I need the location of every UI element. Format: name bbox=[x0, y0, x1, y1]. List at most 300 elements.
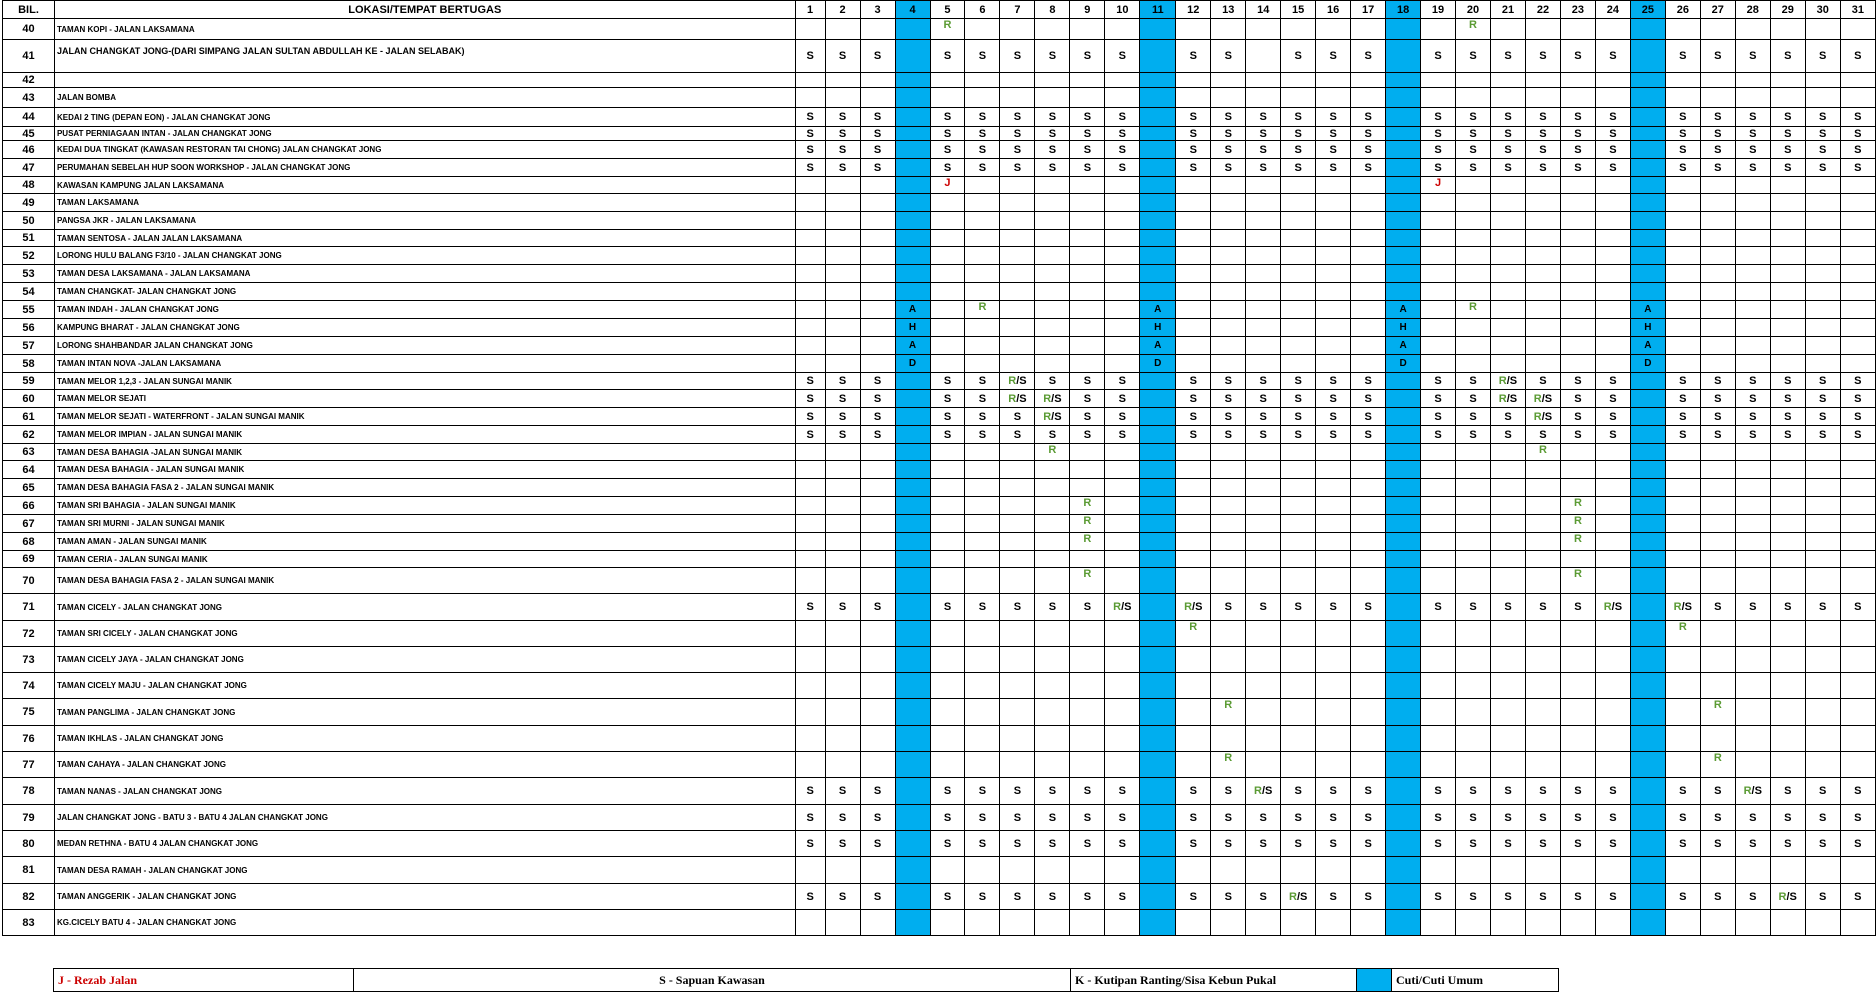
day-cell bbox=[860, 444, 895, 461]
day-cell bbox=[930, 699, 965, 726]
day-cell: S bbox=[1491, 127, 1526, 141]
code-sapuan: /S bbox=[1051, 410, 1062, 423]
day-cell bbox=[1560, 337, 1595, 355]
day-cell: S bbox=[1070, 805, 1105, 831]
day-cell: S bbox=[1316, 426, 1351, 444]
day-cell bbox=[1491, 373, 1526, 390]
day-cell: S bbox=[1700, 805, 1735, 831]
day-cell: S bbox=[1316, 373, 1351, 390]
day-cell: S bbox=[860, 108, 895, 127]
day-cell bbox=[1525, 533, 1560, 551]
day-cell bbox=[1700, 497, 1735, 515]
day-cell bbox=[795, 726, 825, 752]
day-cell bbox=[1211, 551, 1246, 568]
day-cell bbox=[1491, 647, 1526, 673]
day-cell bbox=[1630, 699, 1665, 726]
day-cell: S bbox=[1770, 159, 1805, 177]
day-cell bbox=[1246, 444, 1281, 461]
day-cell bbox=[1281, 752, 1316, 778]
day-cell bbox=[1386, 159, 1421, 177]
day-cell bbox=[1281, 461, 1316, 479]
day-cell bbox=[1805, 444, 1840, 461]
day-cell bbox=[860, 568, 895, 594]
day-cell bbox=[1560, 673, 1595, 699]
day-cell bbox=[1560, 19, 1595, 40]
day-cell bbox=[1070, 319, 1105, 337]
bil-cell: 72 bbox=[3, 621, 55, 647]
day-cell bbox=[795, 533, 825, 551]
day-cell bbox=[1281, 301, 1316, 319]
day-cell bbox=[1105, 88, 1140, 108]
day-cell bbox=[1211, 857, 1246, 884]
day-cell bbox=[1630, 533, 1665, 551]
location-cell: KAMPUNG BHARAT - JALAN CHANGKAT JONG bbox=[54, 319, 795, 337]
day-header: 2 bbox=[825, 1, 860, 19]
day-cell bbox=[1140, 108, 1176, 127]
day-cell bbox=[1665, 194, 1700, 212]
day-cell: S bbox=[860, 778, 895, 805]
day-cell: S bbox=[1525, 40, 1560, 73]
day-cell bbox=[930, 551, 965, 568]
day-cell bbox=[795, 461, 825, 479]
day-cell bbox=[1491, 479, 1526, 497]
day-cell bbox=[1246, 247, 1281, 265]
day-cell: S bbox=[1735, 831, 1770, 857]
day-cell bbox=[1595, 337, 1630, 355]
day-cell bbox=[1070, 177, 1105, 194]
day-cell bbox=[1665, 19, 1700, 40]
day-cell: S bbox=[1035, 127, 1070, 141]
day-cell bbox=[930, 301, 965, 319]
day-cell: S bbox=[1351, 40, 1386, 73]
day-cell bbox=[1770, 247, 1805, 265]
day-cell bbox=[895, 884, 930, 910]
location-cell: KG.CICELY BATU 4 - JALAN CHANGKAT JONG bbox=[54, 910, 795, 936]
day-cell: S bbox=[1246, 884, 1281, 910]
day-cell: S bbox=[1560, 778, 1595, 805]
day-cell: S bbox=[965, 40, 1000, 73]
day-cell: S bbox=[1560, 108, 1595, 127]
day-cell bbox=[1456, 230, 1491, 247]
day-cell bbox=[1491, 212, 1526, 230]
day-cell bbox=[1665, 497, 1700, 515]
day-cell: S bbox=[1070, 390, 1105, 408]
day-cell bbox=[1140, 479, 1176, 497]
day-cell bbox=[1281, 551, 1316, 568]
day-cell bbox=[1211, 88, 1246, 108]
day-cell bbox=[1456, 515, 1491, 533]
day-cell bbox=[860, 212, 895, 230]
day-cell: S bbox=[1735, 40, 1770, 73]
day-cell bbox=[1140, 752, 1176, 778]
day-cell bbox=[1105, 73, 1140, 88]
day-cell bbox=[895, 40, 930, 73]
day-cell bbox=[1630, 594, 1665, 621]
location-cell bbox=[54, 73, 795, 88]
day-cell: R bbox=[1176, 621, 1211, 647]
day-cell bbox=[1000, 177, 1035, 194]
day-cell bbox=[1035, 177, 1070, 194]
day-cell bbox=[1316, 194, 1351, 212]
day-cell bbox=[1805, 73, 1840, 88]
day-cell: S bbox=[1070, 408, 1105, 426]
day-cell: R bbox=[1070, 568, 1105, 594]
day-cell: S bbox=[1840, 805, 1875, 831]
day-cell bbox=[1070, 88, 1105, 108]
day-cell: S bbox=[1211, 373, 1246, 390]
day-cell bbox=[1700, 88, 1735, 108]
day-cell bbox=[795, 497, 825, 515]
day-cell bbox=[1560, 230, 1595, 247]
day-cell bbox=[1595, 301, 1630, 319]
day-cell: S bbox=[795, 127, 825, 141]
day-cell bbox=[1246, 673, 1281, 699]
day-cell bbox=[1000, 461, 1035, 479]
day-cell: S bbox=[1665, 373, 1700, 390]
day-cell bbox=[1630, 230, 1665, 247]
day-cell bbox=[1386, 621, 1421, 647]
day-cell: S bbox=[1105, 831, 1140, 857]
day-cell bbox=[1840, 497, 1875, 515]
day-cell bbox=[1456, 533, 1491, 551]
day-cell: S bbox=[1595, 426, 1630, 444]
day-cell: S bbox=[795, 778, 825, 805]
day-cell: S bbox=[825, 831, 860, 857]
day-cell bbox=[1525, 479, 1560, 497]
day-cell: S bbox=[1351, 884, 1386, 910]
day-cell bbox=[1840, 301, 1875, 319]
day-cell: S bbox=[1246, 373, 1281, 390]
day-cell: S bbox=[1595, 141, 1630, 159]
day-cell bbox=[1665, 283, 1700, 301]
day-cell bbox=[1281, 319, 1316, 337]
day-cell: A bbox=[1630, 301, 1665, 319]
day-cell: S bbox=[1700, 594, 1735, 621]
day-cell bbox=[1665, 337, 1700, 355]
legend-sapuan-kawasan: S - Sapuan Kawasan bbox=[354, 969, 1071, 992]
code-ranting: R bbox=[1498, 392, 1507, 405]
day-cell: R bbox=[1456, 19, 1491, 40]
table-row bbox=[3, 127, 1876, 141]
day-cell bbox=[1770, 726, 1805, 752]
day-cell bbox=[895, 515, 930, 533]
day-cell bbox=[1351, 533, 1386, 551]
day-cell: S bbox=[965, 884, 1000, 910]
code-sapuan: /S bbox=[1786, 890, 1797, 903]
day-cell bbox=[895, 551, 930, 568]
day-cell bbox=[825, 551, 860, 568]
day-cell bbox=[1421, 515, 1456, 533]
day-cell bbox=[1176, 319, 1211, 337]
day-cell bbox=[1770, 230, 1805, 247]
day-cell bbox=[1386, 673, 1421, 699]
day-cell: S bbox=[1421, 373, 1456, 390]
day-cell bbox=[1105, 301, 1140, 319]
day-cell bbox=[1630, 283, 1665, 301]
day-cell: S bbox=[795, 805, 825, 831]
day-cell bbox=[1595, 621, 1630, 647]
day-cell bbox=[1665, 857, 1700, 884]
day-cell bbox=[1246, 533, 1281, 551]
day-cell bbox=[795, 230, 825, 247]
day-cell bbox=[1351, 301, 1386, 319]
day-cell bbox=[930, 752, 965, 778]
day-cell bbox=[1630, 857, 1665, 884]
day-cell: S bbox=[1246, 594, 1281, 621]
day-cell bbox=[1246, 73, 1281, 88]
day-cell bbox=[1105, 19, 1140, 40]
day-cell: S bbox=[1805, 390, 1840, 408]
code-sapuan: /S bbox=[1506, 392, 1518, 405]
day-cell: S bbox=[1525, 884, 1560, 910]
day-cell: S bbox=[1805, 373, 1840, 390]
day-cell bbox=[1386, 551, 1421, 568]
day-cell: S bbox=[1700, 108, 1735, 127]
day-header: 17 bbox=[1351, 1, 1386, 19]
day-cell bbox=[860, 247, 895, 265]
day-cell bbox=[1630, 390, 1665, 408]
day-cell bbox=[1491, 73, 1526, 88]
day-cell: S bbox=[1491, 805, 1526, 831]
day-cell bbox=[1456, 497, 1491, 515]
day-cell bbox=[1525, 461, 1560, 479]
day-cell bbox=[1140, 831, 1176, 857]
day-cell bbox=[1351, 247, 1386, 265]
day-cell: S bbox=[1316, 40, 1351, 73]
location-cell: TAMAN INTAN NOVA -JALAN LAKSAMANA bbox=[54, 355, 795, 373]
day-cell bbox=[1176, 230, 1211, 247]
day-cell bbox=[965, 355, 1000, 373]
bil-cell: 77 bbox=[3, 752, 55, 778]
day-cell: S bbox=[1281, 159, 1316, 177]
day-cell bbox=[1491, 301, 1526, 319]
day-cell bbox=[825, 212, 860, 230]
bil-cell: 75 bbox=[3, 699, 55, 726]
code-sapuan: /S bbox=[1296, 890, 1308, 903]
code-sapuan: /S bbox=[1121, 601, 1132, 613]
day-cell: S bbox=[1560, 831, 1595, 857]
day-cell bbox=[795, 621, 825, 647]
day-cell bbox=[1316, 533, 1351, 551]
bil-cell: 64 bbox=[3, 461, 55, 479]
day-cell bbox=[1456, 568, 1491, 594]
day-cell bbox=[1386, 461, 1421, 479]
day-cell bbox=[930, 533, 965, 551]
day-cell bbox=[1456, 673, 1491, 699]
day-cell: H bbox=[1630, 319, 1665, 337]
day-cell bbox=[1840, 88, 1875, 108]
day-cell: S bbox=[1456, 40, 1491, 73]
bil-cell: 43 bbox=[3, 88, 55, 108]
day-cell: S bbox=[1211, 390, 1246, 408]
day-cell bbox=[1386, 778, 1421, 805]
day-cell: S bbox=[1281, 831, 1316, 857]
day-cell bbox=[1000, 699, 1035, 726]
day-cell bbox=[1105, 194, 1140, 212]
day-cell bbox=[1770, 461, 1805, 479]
day-cell: S bbox=[1176, 408, 1211, 426]
day-cell bbox=[965, 726, 1000, 752]
day-cell bbox=[1700, 726, 1735, 752]
day-cell: S bbox=[930, 127, 965, 141]
day-cell bbox=[1176, 699, 1211, 726]
day-cell bbox=[1351, 910, 1386, 936]
day-cell: S bbox=[1840, 127, 1875, 141]
day-cell: S bbox=[1456, 778, 1491, 805]
day-cell: S bbox=[1316, 884, 1351, 910]
day-cell bbox=[1070, 194, 1105, 212]
day-cell: S bbox=[1070, 141, 1105, 159]
day-cell bbox=[1316, 283, 1351, 301]
day-cell: S bbox=[860, 40, 895, 73]
day-cell: S bbox=[825, 884, 860, 910]
day-cell bbox=[1140, 568, 1176, 594]
location-cell: TAMAN MELOR 1,2,3 - JALAN SUNGAI MANIK bbox=[54, 373, 795, 390]
day-cell: S bbox=[1805, 40, 1840, 73]
day-cell bbox=[895, 910, 930, 936]
location-cell: LORONG SHAHBANDAR JALAN CHANGKAT JONG bbox=[54, 337, 795, 355]
day-cell bbox=[1070, 212, 1105, 230]
day-cell bbox=[1316, 355, 1351, 373]
day-cell bbox=[1035, 408, 1070, 426]
day-cell bbox=[1070, 621, 1105, 647]
day-cell bbox=[1176, 355, 1211, 373]
day-cell bbox=[1491, 444, 1526, 461]
day-cell: S bbox=[1805, 884, 1840, 910]
day-cell bbox=[1000, 479, 1035, 497]
day-cell: S bbox=[795, 40, 825, 73]
bil-cell: 70 bbox=[3, 568, 55, 594]
day-cell: S bbox=[1456, 390, 1491, 408]
day-cell bbox=[1525, 390, 1560, 408]
day-cell bbox=[1176, 73, 1211, 88]
day-cell bbox=[1421, 355, 1456, 373]
day-cell bbox=[1735, 337, 1770, 355]
day-cell bbox=[1595, 177, 1630, 194]
day-cell bbox=[1000, 301, 1035, 319]
table-row bbox=[3, 141, 1876, 159]
day-cell bbox=[1700, 910, 1735, 936]
day-cell: S bbox=[930, 594, 965, 621]
day-cell bbox=[930, 497, 965, 515]
day-cell bbox=[1456, 857, 1491, 884]
day-cell bbox=[825, 444, 860, 461]
day-cell bbox=[1665, 647, 1700, 673]
day-cell: S bbox=[1770, 778, 1805, 805]
location-cell: KAWASAN KAMPUNG JALAN LAKSAMANA bbox=[54, 177, 795, 194]
day-cell bbox=[1595, 699, 1630, 726]
day-cell: S bbox=[1105, 778, 1140, 805]
day-cell bbox=[1351, 551, 1386, 568]
day-cell bbox=[1805, 355, 1840, 373]
day-cell bbox=[1211, 515, 1246, 533]
day-cell: R bbox=[1560, 497, 1595, 515]
day-cell: S bbox=[1805, 594, 1840, 621]
day-cell bbox=[860, 319, 895, 337]
day-cell bbox=[1105, 479, 1140, 497]
day-cell bbox=[1456, 283, 1491, 301]
day-cell bbox=[1770, 194, 1805, 212]
day-cell bbox=[860, 726, 895, 752]
day-cell bbox=[1456, 726, 1491, 752]
day-cell bbox=[895, 699, 930, 726]
day-cell bbox=[1211, 177, 1246, 194]
day-cell bbox=[930, 88, 965, 108]
table-row bbox=[3, 73, 1876, 88]
day-cell: S bbox=[930, 426, 965, 444]
day-cell: S bbox=[825, 390, 860, 408]
day-cell bbox=[1105, 230, 1140, 247]
day-cell bbox=[1351, 699, 1386, 726]
day-cell bbox=[1176, 533, 1211, 551]
day-cell bbox=[1560, 177, 1595, 194]
day-cell bbox=[1035, 390, 1070, 408]
code-ranting: R bbox=[1533, 410, 1542, 423]
day-cell: S bbox=[1035, 831, 1070, 857]
day-cell bbox=[1630, 778, 1665, 805]
day-cell bbox=[1386, 699, 1421, 726]
day-cell: S bbox=[1421, 159, 1456, 177]
day-cell bbox=[1735, 230, 1770, 247]
day-cell bbox=[1560, 301, 1595, 319]
day-cell: S bbox=[1456, 594, 1491, 621]
day-cell bbox=[1176, 497, 1211, 515]
day-cell bbox=[1386, 127, 1421, 141]
day-cell: D bbox=[895, 355, 930, 373]
day-cell bbox=[1316, 319, 1351, 337]
day-cell: S bbox=[1525, 805, 1560, 831]
day-cell bbox=[895, 647, 930, 673]
day-cell bbox=[1140, 726, 1176, 752]
day-cell bbox=[1735, 647, 1770, 673]
day-cell bbox=[1211, 355, 1246, 373]
day-cell: S bbox=[1421, 408, 1456, 426]
day-cell: S bbox=[1246, 141, 1281, 159]
day-cell: S bbox=[1035, 778, 1070, 805]
day-cell bbox=[1035, 73, 1070, 88]
day-cell: S bbox=[860, 390, 895, 408]
day-cell bbox=[1560, 283, 1595, 301]
day-cell: S bbox=[1770, 426, 1805, 444]
day-cell: S bbox=[1105, 408, 1140, 426]
day-cell bbox=[1351, 319, 1386, 337]
day-cell bbox=[1211, 647, 1246, 673]
day-cell: S bbox=[1525, 373, 1560, 390]
day-cell bbox=[1630, 194, 1665, 212]
day-cell bbox=[1035, 461, 1070, 479]
day-cell bbox=[1595, 726, 1630, 752]
day-cell bbox=[1281, 673, 1316, 699]
day-cell bbox=[1316, 551, 1351, 568]
day-cell bbox=[1386, 533, 1421, 551]
day-cell bbox=[1595, 515, 1630, 533]
day-cell: S bbox=[1105, 141, 1140, 159]
day-cell bbox=[1491, 533, 1526, 551]
day-cell bbox=[1491, 390, 1526, 408]
day-cell bbox=[1105, 673, 1140, 699]
day-cell: S bbox=[965, 594, 1000, 621]
day-cell bbox=[1630, 40, 1665, 73]
day-cell bbox=[1070, 699, 1105, 726]
bil-cell: 45 bbox=[3, 127, 55, 141]
day-cell: S bbox=[1351, 778, 1386, 805]
day-cell bbox=[895, 73, 930, 88]
day-cell bbox=[825, 177, 860, 194]
day-cell: S bbox=[930, 831, 965, 857]
day-header: 6 bbox=[965, 1, 1000, 19]
day-cell bbox=[1000, 497, 1035, 515]
day-cell: S bbox=[1491, 426, 1526, 444]
